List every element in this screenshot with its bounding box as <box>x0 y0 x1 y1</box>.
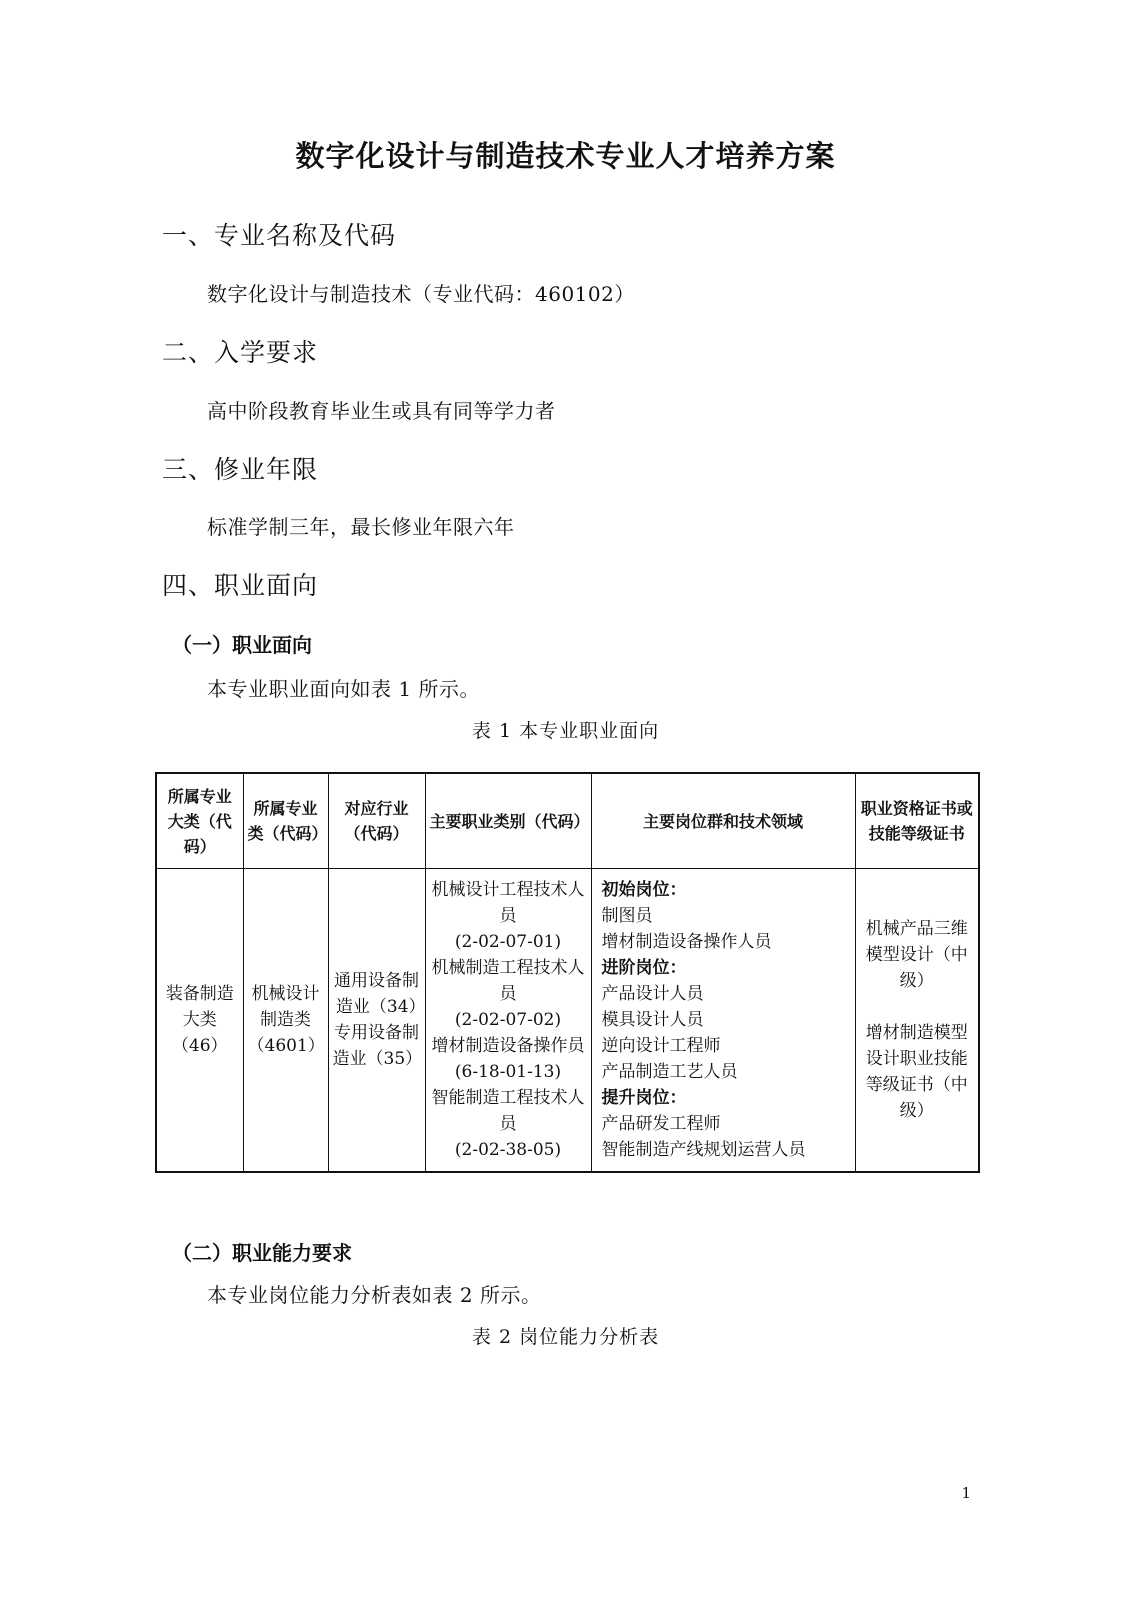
post-item: 产品设计人员 <box>601 984 704 1004</box>
certificate-item: 增材制造模型设计职业技能等级证书（中级） <box>865 1023 968 1121</box>
certificate-spacer <box>860 994 975 1020</box>
post-item: 产品制造工艺人员 <box>601 1062 738 1082</box>
cell-industry: 通用设备制造业（34）专用设备制造业（35） <box>328 869 425 1173</box>
post-item: 制图员 <box>601 906 653 926</box>
occupation-name: 机械制造工程技术人员 <box>431 958 585 1004</box>
page-title: 数字化设计与制造技术专业人才培养方案 <box>295 139 836 173</box>
post-item: 增材制造设备操作人员 <box>601 932 772 952</box>
table-header-row <box>156 773 979 869</box>
section-heading-career: 四、职业面向 <box>162 571 319 600</box>
page-number: 1 <box>961 1484 971 1502</box>
major-name-text: 数字化设计与制造技术（专业代码：460102） <box>207 282 635 306</box>
post-item: 模具设计人员 <box>601 1010 704 1030</box>
subsection-heading-ability: （二）职业能力要求 <box>172 1241 352 1265</box>
header-industry: 对应行业（代码） <box>328 773 425 869</box>
occupation-code: (2-02-38-05) <box>454 1140 562 1160</box>
subsection-heading-career: （一）职业面向 <box>172 633 312 657</box>
table2-caption: 表 2 岗位能力分析表 <box>471 1326 660 1348</box>
entry-posts-title: 初始岗位： <box>601 880 687 900</box>
career-intro-text: 本专业职业面向如表 1 所示。 <box>207 677 480 701</box>
cell-major-class: 装备制造大类（46） <box>156 869 243 1173</box>
senior-posts-title: 提升岗位： <box>601 1088 687 1108</box>
occupation-name: 增材制造设备操作员 <box>431 1036 585 1056</box>
header-occupation: 主要职业类别（代码） <box>425 773 591 869</box>
occupation-code: (2-02-07-02) <box>454 1010 562 1030</box>
duration-text: 标准学制三年，最长修业年限六年 <box>207 515 515 539</box>
section-heading-admission: 二、入学要求 <box>162 338 319 367</box>
career-table <box>155 772 980 1173</box>
ability-intro-text: 本专业岗位能力分析表如表 2 所示。 <box>207 1283 542 1307</box>
header-major-class: 所属专业大类（代码） <box>156 773 243 869</box>
admission-text: 高中阶段教育毕业生或具有同等学力者 <box>207 399 556 423</box>
cell-occupations <box>425 869 591 1173</box>
occupation-name: 智能制造工程技术人员 <box>431 1088 585 1134</box>
advanced-posts-title: 进阶岗位： <box>601 958 687 978</box>
post-item: 产品研发工程师 <box>601 1114 721 1134</box>
occupation-code: (2-02-07-01) <box>454 932 562 952</box>
section-heading-duration: 三、修业年限 <box>162 455 319 484</box>
cell-sub-class: 机械设计制造类（4601） <box>243 869 328 1173</box>
header-certificates: 职业资格证书或技能等级证书 <box>855 773 979 869</box>
table-row <box>156 869 979 1173</box>
cell-posts <box>591 869 855 1173</box>
header-posts: 主要岗位群和技术领域 <box>591 773 855 869</box>
header-sub-class: 所属专业类（代码） <box>243 773 328 869</box>
post-item: 智能制造产线规划运营人员 <box>601 1140 806 1160</box>
table1-caption: 表 1 本专业职业面向 <box>471 720 660 742</box>
occupation-code: (6-18-01-13) <box>454 1062 562 1082</box>
cell-certificates <box>855 869 979 1173</box>
certificate-item: 机械产品三维模型设计（中级） <box>865 919 968 991</box>
occupation-name: 机械设计工程技术人员 <box>431 880 585 926</box>
post-item: 逆向设计工程师 <box>601 1036 721 1056</box>
section-heading-major-name: 一、专业名称及代码 <box>162 221 397 250</box>
